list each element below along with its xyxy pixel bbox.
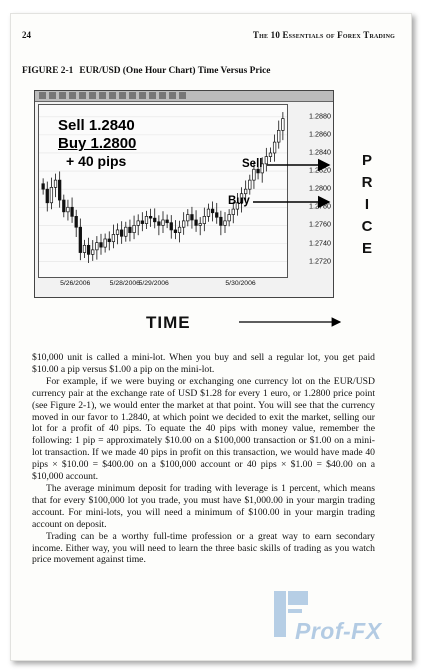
price-letter: E (361, 240, 372, 257)
sell-price-annotation: Sell 1.2840 (58, 117, 135, 134)
price-letter: R (361, 174, 373, 191)
y-tick-label: 1.2780 (309, 201, 331, 211)
paragraph: The average minimum deposit for trading with leverage is 1 percent, which means that for every $100,000 lot you trade, you must have $1,000.00 in your margin trading account. For mini-lots, you will need a minimum of $100.00 in your margin trading account on deposit. (32, 482, 375, 530)
paragraph: For example, if we were buying or exchanging one currency lot on the EUR/USD currency pair at the exchange rate of USD $1.28 for every 1 euro, or 1.2800 price point (see Figure 2-1), we would enter the market at that point. You will see that the currency moved in our favor to 1.2840, at which point we decided to exit the market, selling our lot for a profit of 40 pips. To equate the 40 pips with money value, remember the following: 1 pip = approximately $10.00 on a $100,000 transaction or $1.00 on a mini-lot transaction. If we made 40 pips in profit on this transaction, we would have made 40 pips × $10.00 = $400.00 on a $100,000 account or 40 pips × $1.00 = $40.00 on a $10,000 account. (32, 375, 375, 483)
annotation-arrows (34, 90, 374, 335)
watermark-text: Prof-FX (295, 618, 382, 644)
pips-annotation: + 40 pips (66, 153, 127, 169)
body-text (32, 352, 375, 566)
paragraph: Trading can be a worthy full-time profession or a great way to earn secondary income. Either way, you will need to learn the three basic skills of trading as you watch price movement against time. (32, 530, 375, 566)
eurusd-chart (34, 90, 374, 335)
y-tick-label: 1.2740 (309, 238, 331, 247)
y-tick-label: 1.2760 (309, 219, 331, 229)
x-tick-label: 5/29/2006 (138, 280, 169, 287)
price-letter: I (364, 196, 370, 213)
y-tick-label: 1.2720 (309, 256, 331, 266)
x-tick-label: 5/26/2006 (60, 280, 91, 287)
time-axis-label: TIME (146, 313, 191, 332)
y-tick-label: 1.2820 (309, 165, 331, 175)
page-header (22, 30, 395, 44)
price-axis-label (359, 150, 375, 260)
y-tick-label: 1.2800 (309, 183, 331, 193)
x-tick-label: 5/28/2006 (109, 280, 140, 287)
y-tick-label: 1.2860 (309, 129, 331, 139)
x-tick-label: 5/30/2006 (225, 280, 256, 287)
running-title: The 10 Essentials of Forex Trading (252, 30, 395, 40)
paragraph: $10,000 unit is called a mini-lot. When you buy and sell a regular lot, you get paid $10.00 a pip versus $1.00 a pip on the mini-lot. (32, 352, 375, 375)
page-number: 24 (22, 30, 31, 40)
figure-title: EUR/USD (One Hour Chart) Time Versus Price (79, 66, 271, 76)
sell-label: Sell (242, 158, 263, 170)
price-letter: C (361, 218, 373, 235)
price-letter: P (361, 152, 372, 169)
figure-caption (22, 66, 270, 76)
y-tick-label: 1.2840 (309, 147, 331, 157)
buy-label: Buy (228, 195, 250, 207)
figure-number: FIGURE 2-1 (22, 66, 74, 76)
buy-price-annotation: Buy 1.2800 (58, 135, 137, 152)
y-tick-label: 1.2880 (309, 111, 331, 121)
